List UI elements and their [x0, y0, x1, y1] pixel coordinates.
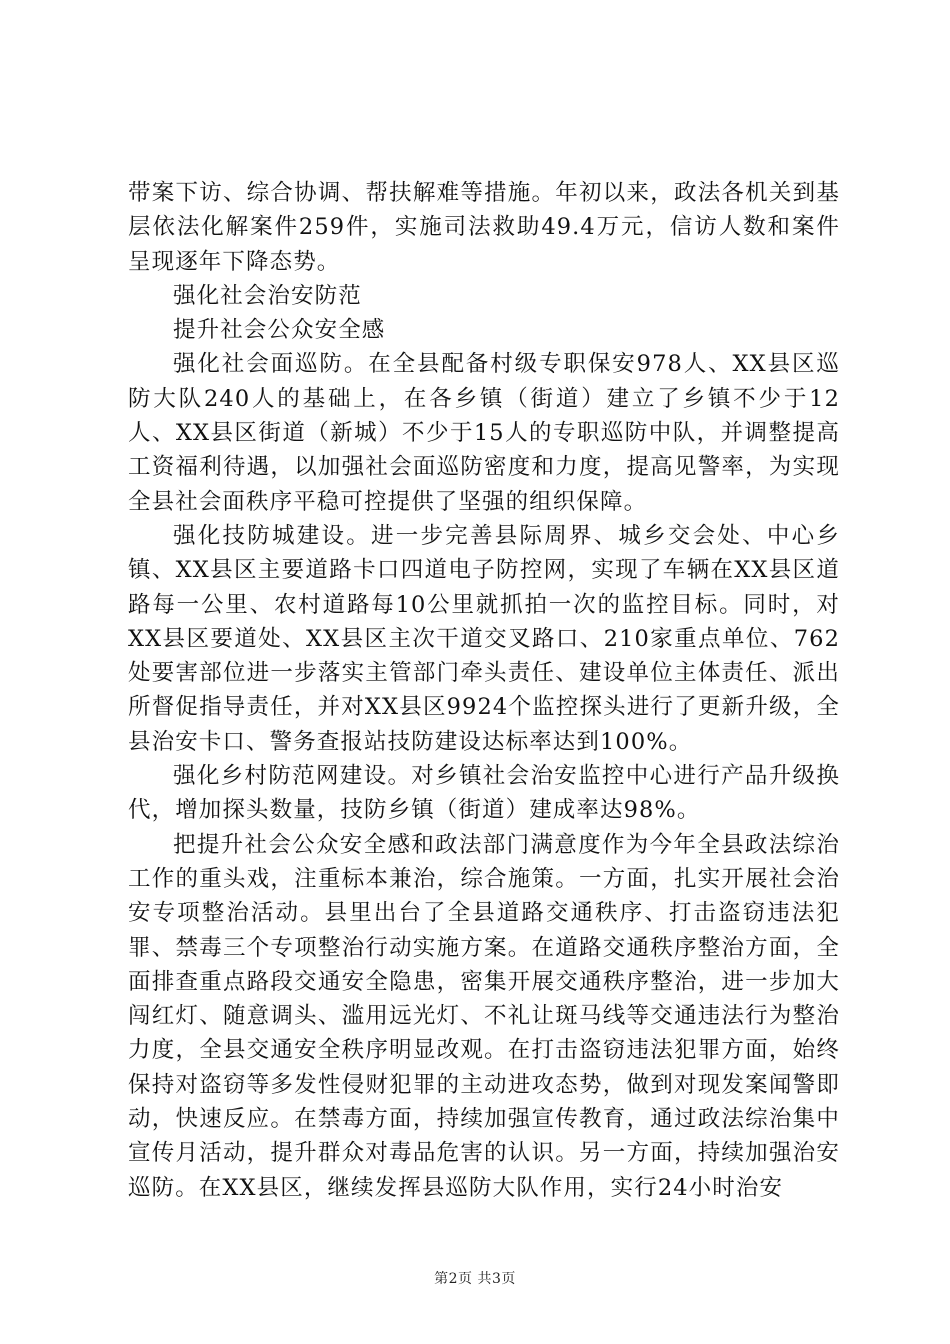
paragraph-public-safety: 把提升社会公众安全感和政法部门满意度作为今年全县政法综治工作的重头戏，注重标本兼治，综合施策。一方面，扎实开展社会治安专项整治活动。县里出台了全县道路交通秩序、打击盗窃违法犯罪、禁毒三个专项整治行动实施方案。在道路交通秩序整治方面，全面排查重点路段交通安全隐患，密集开展交通秩序整治，进一步加大闯红灯、随意调头、滥用远光灯、不礼让斑马线等交通违法行为整治力度，全县交通安全秩序明显改观。在打击盗窃违法犯罪方面，始终保持对盗窃等多发性侵财犯罪的主动进攻态势，做到对现发案闻警即动，快速反应。在禁毒方面，持续加强宣传教育，通过政法综治集中宣传月活动，提升群众对毒品危害的认识。另一方面，持续加强治安巡防。在XX县区，继续发挥县巡防大队作用，实行24小时治安	[128, 831, 840, 1201]
paragraph-patrol: 强化社会面巡防。在全县配备村级专职保安978人、XX县区巡防大队240人的基础上，在各乡镇（街道）建立了乡镇不少于12人、XX县区街道（新城）不少于15人的专职巡防中队，并调整提高工资福利待遇，以加强社会面巡防密度和力度，提高见警率，为实现全县社会面秩序平稳可控提供了坚强的组织保障。	[128, 351, 840, 515]
paragraph-continuation: 带案下访、综合协调、帮扶解难等措施。年初以来，政法各机关到基层依法化解案件259件，实施司法救助49.4万元，信访人数和案件呈现逐年下降态势。	[128, 180, 840, 275]
paragraph-rural-network: 强化乡村防范网建设。对乡镇社会治安监控中心进行产品升级换代，增加探头数量，技防乡镇（街道）建成率达98%。	[128, 763, 840, 824]
section-heading-1: 强化社会治安防范	[173, 282, 362, 309]
page-number-footer: 第2页 共3页	[434, 1271, 516, 1287]
paragraph-tech-defense: 强化技防城建设。进一步完善县际周界、城乡交会处、中心乡镇、XX县区主要道路卡口四道电子防控网，实现了车辆在XX县区道路每一公里、农村道路每10公里就抓拍一次的监控目标。同时，对XX县区要道处、XX县区主次干道交叉路口、210家重点单位、762处要害部位进一步落实主管部门牵头责任、建设单位主体责任、派出所督促指导责任，并对XX县区9924个监控探头进行了更新升级，全县治安卡口、警务查报站技防建设达标率达到100%。	[128, 522, 840, 755]
section-heading-2: 提升社会公众安全感	[173, 317, 386, 344]
document-body	[128, 176, 840, 1205]
